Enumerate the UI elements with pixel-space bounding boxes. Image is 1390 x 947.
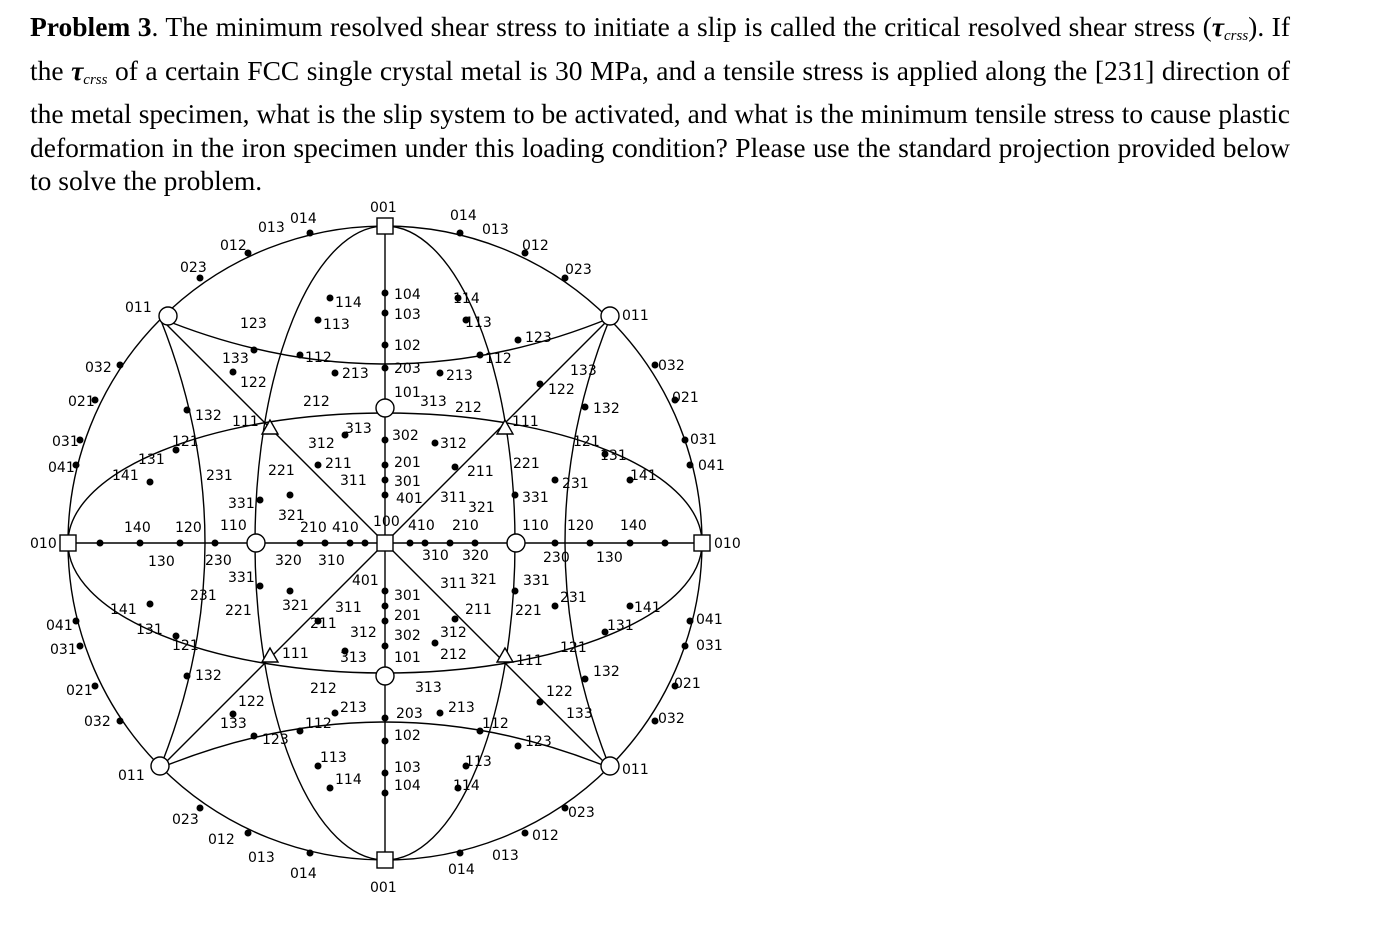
label-lower-18b: 311 bbox=[440, 576, 467, 592]
label-upper-42b: 320 bbox=[462, 548, 489, 564]
label-lower-10: 113 bbox=[320, 750, 347, 766]
pole-001-top bbox=[377, 218, 393, 234]
label-lower-11: 112 bbox=[305, 716, 332, 732]
label-upper-28b: 321 bbox=[468, 500, 495, 516]
label-upper-47: 230 bbox=[205, 553, 232, 569]
label-lower-13b: 313 bbox=[415, 680, 442, 696]
standard-stereographic-projection bbox=[0, 190, 760, 905]
label-lower-9: 114 bbox=[335, 772, 362, 788]
label-upper-1: 013 bbox=[258, 220, 285, 236]
label-lower-11b: 112 bbox=[482, 716, 509, 732]
label-upper-3: 023 bbox=[180, 260, 207, 276]
label-lower-8: 401 bbox=[352, 573, 379, 589]
label-upper-26: 211 bbox=[325, 456, 352, 472]
label-lower-30: 014 bbox=[290, 866, 317, 882]
label-upper-27b: 311 bbox=[440, 490, 467, 506]
label-lower-27: 121 bbox=[172, 638, 199, 654]
pole-101-bottom bbox=[376, 667, 394, 685]
label-upper-8b: 041 bbox=[698, 458, 725, 474]
label-upper-4b: 011 bbox=[622, 308, 649, 324]
problem-text-1: . The minimum resolved shear stress to initiate a slip is called the critical resolved shear stress ( bbox=[151, 11, 1212, 42]
pole-111-bl bbox=[262, 648, 278, 662]
label-lower-29b: 141 bbox=[634, 600, 661, 616]
label-upper-40: 310 bbox=[318, 553, 345, 569]
label-upper-46: 140 bbox=[124, 520, 151, 536]
problem-label: Problem 3 bbox=[30, 11, 152, 42]
label-upper-40b: 310 bbox=[422, 548, 449, 564]
label-upper-43b: 110 bbox=[522, 518, 549, 534]
label-upper-22b: 313 bbox=[420, 394, 447, 410]
label-lower-37b: 031 bbox=[696, 638, 723, 654]
label-lower-15: 213 bbox=[340, 700, 367, 716]
label-lower-19: 321 bbox=[282, 598, 309, 614]
pole-100-center bbox=[377, 535, 393, 551]
label-upper-31: 231 bbox=[206, 468, 233, 484]
label-001-top: 001 bbox=[370, 200, 397, 216]
label-lower-16b: 312 bbox=[440, 625, 467, 641]
label-upper-2: 012 bbox=[220, 238, 247, 254]
label-upper-25b: 312 bbox=[440, 436, 467, 452]
label-upper-24b: 213 bbox=[446, 368, 473, 384]
label-lower-0: 104 bbox=[394, 778, 421, 794]
label-upper-43: 110 bbox=[220, 518, 247, 534]
label-lower-34: 011 bbox=[118, 768, 145, 784]
label-upper-22: 313 bbox=[345, 421, 372, 437]
label-lower-34b: 011 bbox=[622, 762, 649, 778]
label-lower-23b: 133 bbox=[566, 706, 593, 722]
label-lower-3: 203 bbox=[396, 706, 423, 722]
label-upper-13: 101 bbox=[394, 385, 421, 401]
label-lower-12b: 111 bbox=[516, 653, 543, 669]
label-lower-33b: 023 bbox=[568, 805, 595, 821]
pole-110-left bbox=[247, 534, 265, 552]
label-upper-20: 112 bbox=[305, 350, 332, 366]
label-lower-35b: 032 bbox=[658, 711, 685, 727]
pole-011-tr bbox=[601, 307, 619, 325]
label-upper-7b: 031 bbox=[690, 432, 717, 448]
label-lower-24: 122 bbox=[238, 694, 265, 710]
label-lower-37: 031 bbox=[50, 642, 77, 658]
label-upper-29b: 331 bbox=[522, 490, 549, 506]
label-lower-33: 023 bbox=[172, 812, 199, 828]
label-upper-21: 111 bbox=[232, 414, 259, 430]
label-upper-17: 401 bbox=[396, 491, 423, 507]
label-upper-46b: 140 bbox=[620, 518, 647, 534]
tau-crss-symbol: $\tau_{crss}$ bbox=[1211, 11, 1249, 44]
label-lower-12: 111 bbox=[282, 646, 309, 662]
label-lower-7: 301 bbox=[394, 588, 421, 604]
label-lower-27b: 121 bbox=[560, 640, 587, 656]
label-lower-36b: 021 bbox=[674, 676, 701, 692]
label-upper-28: 321 bbox=[278, 508, 305, 524]
label-lower-15b: 213 bbox=[448, 700, 475, 716]
label-upper-33: 122 bbox=[240, 375, 267, 391]
label-upper-14: 302 bbox=[392, 428, 419, 444]
label-lower-28b: 131 bbox=[607, 618, 634, 634]
label-upper-35b: 132 bbox=[593, 401, 620, 417]
label-lower-28: 131 bbox=[136, 622, 163, 638]
label-upper-24: 213 bbox=[342, 366, 369, 382]
label-upper-6b: 021 bbox=[672, 390, 699, 406]
label-upper-4: 011 bbox=[125, 300, 152, 316]
label-lower-22: 231 bbox=[190, 588, 217, 604]
pole-011-bl bbox=[151, 757, 169, 775]
label-upper-19: 113 bbox=[323, 317, 350, 333]
label-upper-44b: 120 bbox=[567, 518, 594, 534]
label-lower-32: 012 bbox=[208, 832, 235, 848]
label-lower-2: 102 bbox=[394, 728, 421, 744]
label-lower-38: 041 bbox=[46, 618, 73, 634]
label-upper-0: 014 bbox=[290, 211, 317, 227]
label-upper-32b: 133 bbox=[570, 363, 597, 379]
problem-text-3: of a certain FCC single crystal metal is 30 MPa, and a tensile stress is applied along the [231] direction of the metal specimen, what is the slip system to be activated, and what is the minimum tensile stress to cause plastic deformation in the iron specimen under this loading condition? Please use the standard projection provided below to solve the problem. bbox=[30, 54, 1290, 196]
label-upper-39b: 410 bbox=[408, 518, 435, 534]
label-upper-9: 104 bbox=[394, 287, 421, 303]
label-upper-41b: 210 bbox=[452, 518, 479, 534]
label-010-left: 010 bbox=[30, 536, 57, 552]
pole-010-left bbox=[60, 535, 76, 551]
label-lower-31: 013 bbox=[248, 850, 275, 866]
pole-010-right bbox=[694, 535, 710, 551]
label-upper-23b: 212 bbox=[455, 400, 482, 416]
label-lower-30b: 014 bbox=[448, 862, 475, 878]
label-lower-6: 201 bbox=[394, 608, 421, 624]
label-lower-21: 221 bbox=[225, 603, 252, 619]
label-upper-36: 121 bbox=[172, 434, 199, 450]
label-upper-31b: 231 bbox=[562, 476, 589, 492]
label-upper-21b: 111 bbox=[512, 414, 539, 430]
label-lower-29: 141 bbox=[110, 602, 137, 618]
label-lower-25b: 123 bbox=[525, 734, 552, 750]
label-upper-45b: 130 bbox=[596, 550, 623, 566]
label-lower-18: 311 bbox=[335, 600, 362, 616]
label-lower-26b: 132 bbox=[593, 664, 620, 680]
label-upper-0b: 014 bbox=[450, 208, 477, 224]
label-upper-15: 201 bbox=[394, 455, 421, 471]
label-upper-38: 141 bbox=[112, 468, 139, 484]
label-lower-17b: 211 bbox=[465, 602, 492, 618]
label-lower-14: 212 bbox=[310, 681, 337, 697]
label-lower-22b: 231 bbox=[560, 590, 587, 606]
label-lower-16: 312 bbox=[350, 625, 377, 641]
label-100-center: 100 bbox=[373, 514, 400, 530]
label-lower-38b: 041 bbox=[696, 612, 723, 628]
label-upper-20b: 112 bbox=[485, 351, 512, 367]
label-upper-42: 320 bbox=[275, 553, 302, 569]
label-lower-26: 132 bbox=[195, 668, 222, 684]
label-upper-8: 041 bbox=[48, 460, 75, 476]
label-upper-12: 203 bbox=[394, 361, 421, 377]
label-lower-25: 123 bbox=[262, 732, 289, 748]
label-upper-32: 133 bbox=[222, 351, 249, 367]
label-upper-23: 212 bbox=[303, 394, 330, 410]
label-upper-7: 031 bbox=[52, 434, 79, 450]
label-upper-5b: 032 bbox=[658, 358, 685, 374]
label-lower-4: 101 bbox=[394, 650, 421, 666]
label-upper-1b: 013 bbox=[482, 222, 509, 238]
label-upper-16: 301 bbox=[394, 474, 421, 490]
pole-001-bottom bbox=[377, 852, 393, 868]
label-upper-37: 131 bbox=[138, 452, 165, 468]
problem-statement bbox=[30, 10, 1290, 198]
pole-011-br bbox=[601, 757, 619, 775]
pole-110-right bbox=[507, 534, 525, 552]
label-lower-5: 302 bbox=[394, 628, 421, 644]
label-lower-20b: 331 bbox=[523, 573, 550, 589]
label-upper-11: 102 bbox=[394, 338, 421, 354]
label-lower-13: 313 bbox=[340, 650, 367, 666]
label-upper-38b: 141 bbox=[630, 468, 657, 484]
label-upper-3b: 023 bbox=[565, 262, 592, 278]
label-upper-33b: 122 bbox=[548, 382, 575, 398]
label-lower-31b: 013 bbox=[492, 848, 519, 864]
label-upper-5: 032 bbox=[85, 360, 112, 376]
label-lower-23: 133 bbox=[220, 716, 247, 732]
label-upper-36b: 121 bbox=[573, 434, 600, 450]
label-upper-34b: 123 bbox=[525, 330, 552, 346]
pole-011-tl bbox=[159, 307, 177, 325]
label-upper-6: 021 bbox=[68, 394, 95, 410]
problem-text-2: ). If the bbox=[30, 11, 1290, 86]
label-lower-21b: 221 bbox=[515, 603, 542, 619]
label-upper-18: 114 bbox=[335, 295, 362, 311]
label-lower-35: 032 bbox=[84, 714, 111, 730]
label-lower-20: 331 bbox=[228, 570, 255, 586]
label-upper-10: 103 bbox=[394, 307, 421, 323]
label-upper-19b: 113 bbox=[465, 315, 492, 331]
label-lower-14b: 212 bbox=[440, 647, 467, 663]
pole-111-br bbox=[497, 648, 513, 662]
label-lower-1: 103 bbox=[394, 760, 421, 776]
label-lower-32b: 012 bbox=[532, 828, 559, 844]
label-010-right: 010 bbox=[714, 536, 741, 552]
label-upper-27: 311 bbox=[340, 473, 367, 489]
label-upper-29: 331 bbox=[228, 496, 255, 512]
label-upper-45: 130 bbox=[148, 554, 175, 570]
pole-101-top bbox=[376, 399, 394, 417]
label-upper-44: 120 bbox=[175, 520, 202, 536]
label-upper-30: 221 bbox=[268, 463, 295, 479]
label-upper-41: 210 bbox=[300, 520, 327, 536]
label-lower-17: 211 bbox=[310, 616, 337, 632]
label-upper-37b: 131 bbox=[600, 448, 627, 464]
label-upper-25: 312 bbox=[308, 436, 335, 452]
label-upper-2b: 012 bbox=[522, 238, 549, 254]
label-lower-24b: 122 bbox=[546, 684, 573, 700]
label-upper-30b: 221 bbox=[513, 456, 540, 472]
label-upper-35: 132 bbox=[195, 408, 222, 424]
tau-crss-symbol-2: $\tau_{crss}$ bbox=[71, 54, 108, 88]
label-lower-10b: 113 bbox=[465, 754, 492, 770]
label-lower-9b: 114 bbox=[453, 778, 480, 794]
label-lower-19b: 321 bbox=[470, 572, 497, 588]
label-upper-47b: 230 bbox=[543, 550, 570, 566]
label-lower-36: 021 bbox=[66, 683, 93, 699]
label-upper-39: 410 bbox=[332, 520, 359, 536]
label-upper-18b: 114 bbox=[453, 291, 480, 307]
label-001-bottom: 001 bbox=[370, 880, 397, 896]
label-upper-26b: 211 bbox=[467, 464, 494, 480]
label-upper-34: 123 bbox=[240, 316, 267, 332]
